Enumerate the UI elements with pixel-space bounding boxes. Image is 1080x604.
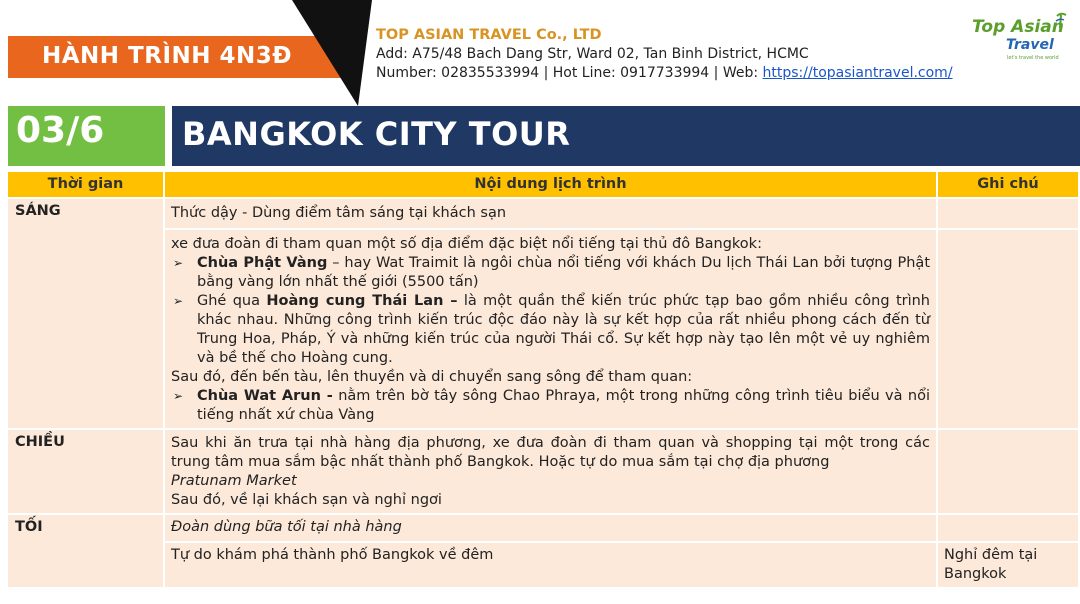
day-title-box — [172, 106, 1080, 166]
afternoon-content — [165, 430, 938, 515]
morning-after: Sau đó, đến bến tàu, lên thuyền và di chuyển sang sông để tham quan: — [171, 369, 693, 385]
morning-sightseeing — [165, 230, 938, 430]
logo-palm-icon — [1054, 12, 1068, 30]
wat-arun-desc: nằm trên bờ tây sông Chao Phraya, một trong những công trình tiêu biểu và nổi tiếng nhất xứ chùa Vàng — [197, 388, 930, 423]
header-time: Thời gian — [8, 172, 165, 199]
period-morning: SÁNG — [8, 199, 165, 430]
afternoon-note — [938, 430, 1080, 515]
morning-intro: xe đưa đoàn đi tham quan một số địa điểm đặc biệt nổi tiếng tại thủ đô Bangkok: — [171, 236, 762, 252]
table-row — [8, 230, 1080, 430]
table-header-row — [8, 172, 1080, 199]
morning-breakfast: Thức dậy - Dùng điểm tâm sáng tại khách sạn — [165, 199, 938, 230]
period-afternoon: CHIỀU — [8, 430, 165, 515]
table-row — [8, 543, 1080, 589]
evening-note-1 — [938, 515, 1080, 543]
morning-note-2 — [938, 230, 1080, 430]
header-content: Nội dung lịch trình — [165, 172, 938, 199]
evening-explore: Tự do khám phá thành phố Bangkok về đêm — [165, 543, 938, 589]
golden-buddha-desc: – hay Wat Traimit là ngôi chùa nổi tiếng với khách Du lịch Thái Lan bởi tượng Phật bằng vàng lớn nhất thế giới (5500 tấn) — [197, 255, 930, 290]
afternoon-text: Sau khi ăn trưa tại nhà hàng địa phương, xe đưa đoàn đi tham quan và shopping tại một trong các trung tâm mua sắm bậc nhất thành phố Bangkok. Hoặc tự do mua sắm tại chợ địa phương — [171, 435, 930, 470]
period-evening: TỐI — [8, 515, 165, 589]
decorative-wedge — [292, 0, 372, 106]
itinerary-title: HÀNH TRÌNH 4N3Đ — [42, 43, 293, 69]
evening-note-2: Nghỉ đêm tại Bangkok — [938, 543, 1080, 589]
day-date — [16, 110, 104, 151]
website-link[interactable]: https://topasiantravel.com/ — [762, 65, 953, 81]
logo-tagline: let's travel the world — [1007, 55, 1059, 61]
grand-palace-name: Hoàng cung Thái Lan – — [266, 293, 458, 309]
bullet-arrow-icon: ➢ — [173, 389, 184, 403]
day-title: BANGKOK CITY TOUR — [182, 115, 571, 153]
company-name: TOP ASIAN TRAVEL Co., LTD — [376, 27, 602, 43]
header-note: Ghi chú — [938, 172, 1080, 199]
afternoon-market: Pratunam Market — [171, 473, 297, 489]
table-row — [8, 199, 1080, 230]
grand-palace-pre: Ghé qua — [197, 293, 267, 309]
company-contact — [376, 64, 953, 83]
bullet-wat-arun — [171, 387, 930, 425]
logo-text-top: Top Asian — [972, 17, 1064, 37]
bullet-grand-palace — [171, 292, 930, 368]
bullet-golden-buddha — [171, 254, 930, 292]
evening-dinner: Đoàn dùng bữa tối tại nhà hàng — [165, 515, 938, 543]
afternoon-after: Sau đó, về lại khách sạn và nghỉ ngơi — [171, 492, 442, 508]
morning-note-1 — [938, 199, 1080, 230]
golden-buddha-name: Chùa Phật Vàng — [197, 255, 328, 271]
bullet-arrow-icon: ➢ — [173, 256, 184, 270]
company-logo — [966, 16, 1070, 64]
day-date-text: 03/6 — [16, 110, 105, 151]
contact-numbers: Number: 02835533994 | Hot Line: 0917733994 | Web: — [376, 65, 763, 81]
table-row — [8, 515, 1080, 543]
logo-text-bottom: Travel — [1006, 37, 1054, 53]
bullet-arrow-icon: ➢ — [173, 294, 184, 308]
grand-palace-desc: là một quần thể kiến trúc phức tạp bao gồm nhiều công trình khác nhau. Những công trình kiến trúc độc đáo này là sự kết hợp của rất nhiều phong cách đến từ Trung Hoa, Pháp, Ý và những kiến trúc của người Thái cổ. Sự kết hợp này tạo lên một vẻ uy nghiêm và bề thế cho Hoàng cung. — [197, 293, 930, 366]
company-info — [376, 26, 953, 83]
company-address: Add: A75/48 Bach Dang Str, Ward 02, Tan Binh District, HCMC — [376, 46, 809, 62]
schedule-table — [8, 172, 1080, 589]
wat-arun-name: Chùa Wat Arun - — [197, 388, 333, 404]
table-row — [8, 430, 1080, 515]
